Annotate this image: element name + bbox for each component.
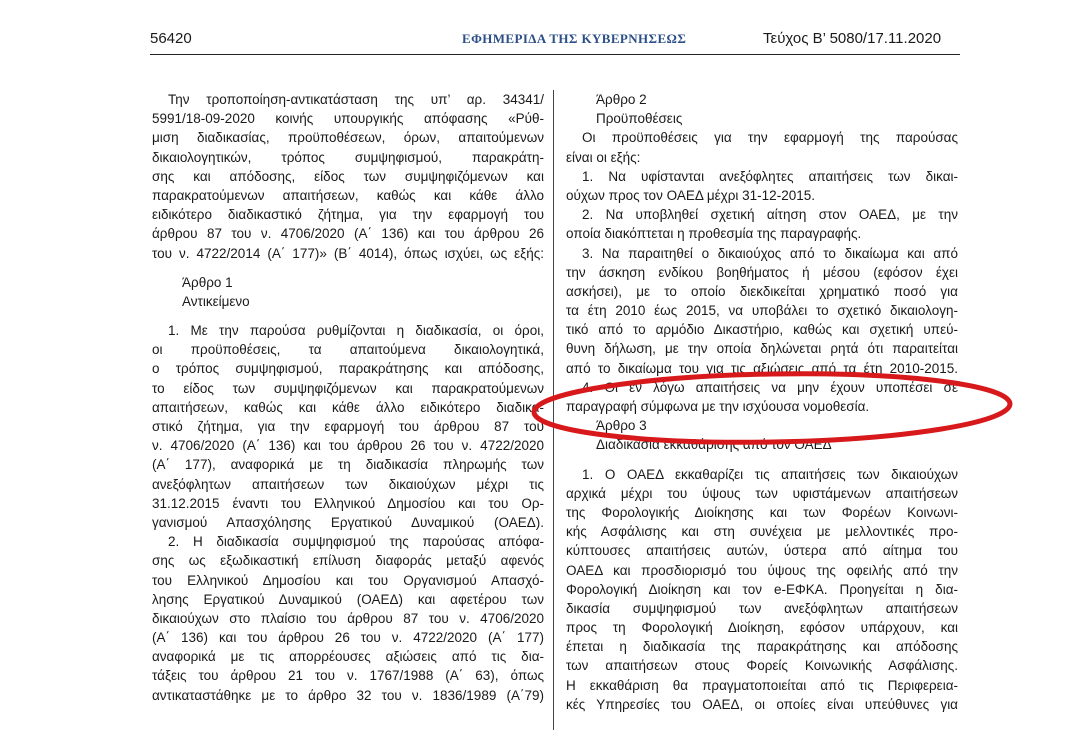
text-line: 3. Να παραιτηθεί ο δικαιούχος από το δικαίωμα και από — [582, 245, 958, 261]
article-1-paragraph-2 — [152, 532, 544, 705]
text-line: κής Ασφάλισης και στη συνέχεια με μελλοντικές προ- — [566, 524, 958, 540]
text-line: απαιτήσεων, καθώς και κάθε άλλο ειδικότερο διαδικα- — [152, 399, 544, 415]
header-rule — [150, 54, 960, 55]
text-line: του Ελληνικού Δημοσίου και του Οργανισμού Απασχό- — [152, 572, 544, 588]
text-line: ν. 4706/2020 (Α΄ 136) και του άρθρου 26 του ν. 4722/2020 — [152, 438, 544, 454]
text-line: του ν. 4722/2014 (Α΄ 177)» (Β΄ 4014), όπως ισχύει, ως εξής: — [152, 245, 544, 261]
article-1-paragraph-1 — [152, 321, 544, 532]
text-line: γανισμού Απασχόλησης Εργατικού Δυναμικού (ΟΑΕΔ). — [152, 514, 544, 530]
text-line: 1. Ο ΟΑΕΔ εκκαθαρίζει τις απαιτήσεις των δικαιούχων — [582, 466, 958, 482]
text-line: (Α΄ 177), αναφορικά με τη διαδικασία πληρωμής των — [152, 457, 544, 473]
text-line: παραγραφή σύμφωνα με την ισχύουσα νομοθεσία. — [566, 399, 870, 414]
text-line: ο τρόπος συμψηφισμού, παρακράτησης και απόδοσης, — [152, 361, 544, 377]
text-line: 2. Να υποβληθεί σχετική αίτηση στον ΟΑΕΔ, με την — [582, 207, 958, 223]
condition-3 — [566, 244, 958, 378]
text-line: στικό ζήτημα, για την εφαρμογή του άρθρου 87 του — [152, 419, 544, 434]
article-2-subtitle: Προϋποθέσεις — [596, 111, 683, 127]
text-line: 1. Να υφίστανται ανεξόφλητες απαιτήσεις των δικαι- — [582, 168, 958, 184]
article-3-subtitle: Διαδικασία εκκαθάρισης από τον ΟΑΕΔ — [596, 437, 832, 453]
text-line: άρθρου 87 του ν. 4706/2020 (Α΄ 136) και του άρθρου 26 — [152, 226, 544, 242]
issue-number: Τεύχος Β’ 5080/17.11.2020 — [763, 30, 942, 47]
condition-2 — [566, 205, 958, 243]
text-line: τάξεις του άρθρου 21 του ν. 1767/1988 (Α΄ 63), όπως — [152, 668, 544, 684]
intro-paragraph — [152, 90, 544, 263]
text-line: Φορολογική Διοίκηση και τον e-ΕΦΚΑ. Προηγείται η δια- — [566, 581, 958, 597]
text-line: των απαιτήσεων στους Φορείς Κοινωνικής Ασφάλισης. — [566, 658, 958, 674]
text-line: ανεξόφλητων απαιτήσεων των δικαιούχων μέχρι τις — [152, 476, 544, 492]
text-line: σης ως εξωδικαστική επίλυση διαφοράς μεταξύ αφενός — [152, 553, 544, 569]
article-1-subtitle: Αντικείμενο — [182, 293, 250, 309]
text-line: σης και απόδοσης, είδος των συμψηφιζόμενων και — [152, 168, 544, 184]
text-line: μιση διαδικασίας, προϋποθέσεων, όρων, απαιτούμενων — [152, 130, 544, 146]
page-header — [0, 30, 1070, 50]
text-line: 2. Η διαδικασία συμψηφισμού της παρούσας απόφα- — [168, 534, 544, 550]
article-1-title: Άρθρο 1 — [182, 274, 233, 290]
text-line: δικαιολογητικών, τρόπος συμψηφισμού, παρακράτη- — [152, 149, 544, 165]
text-line: δικαιούχων στο πλαίσιο του άρθρου 87 του ν. 4706/2020 — [152, 610, 544, 626]
column-divider — [553, 90, 554, 730]
text-line: δικασία συμψηφισμού των ανεξόφλητων απαιτήσεων — [566, 600, 958, 616]
text-line: της Φορολογικής Διοίκησης και των Φορέων Κοινωνι- — [566, 504, 958, 520]
text-line: το είδος των συμψηφιζόμενων και παρακρατούμενων — [152, 380, 544, 396]
text-line: αναφορικά με τις απορρέουσες αξιώσεις από τις δια- — [152, 649, 544, 665]
text-line: προς τη Φορολογική Διοίκηση, εφόσον υπάρχουν, και — [566, 620, 958, 636]
text-line: τικό από το αρμόδιο Δικαστήριο, καθώς και σχετική υπεύ- — [566, 322, 958, 338]
text-line: κύπτουσες απαιτήσεις αυτών, ύστερα από αίτημα του — [566, 543, 958, 559]
text-line: λησης Εργατικού Δυναμικού (ΟΑΕΔ) και αφετέρου των — [152, 591, 544, 607]
text-line: 31.12.2015 έναντι του Ελληνικού Δημοσίου και του Ορ- — [152, 495, 544, 511]
left-column — [152, 90, 544, 705]
text-line: Η εκκαθάριση θα πραγματοποιείται από τις Περιφερεια- — [566, 677, 958, 693]
text-line: Οι προϋποθέσεις για την εφαρμογή της παρούσας — [582, 130, 958, 146]
text-line: 5991/18-09-2020 κοινής υπουργικής απόφασης «Ρύθ- — [152, 111, 544, 127]
gazette-title: ΕΦΗΜΕΡΙΔΑ ΤΗΣ ΚΥΒΕΡΝΗΣΕΩΣ — [462, 31, 687, 46]
text-line: (Α΄ 136) και του άρθρου 26 του ν. 4722/2020 (Α΄ 177) — [152, 630, 544, 646]
text-line: ούχων προς τον ΟΑΕΔ μέχρι 31-12-2015. — [566, 187, 815, 203]
text-line: παρακρατούμενων απαιτήσεων, καθώς και κάθε άλλο — [152, 187, 544, 203]
text-line: 1. Με την παρούσα ρυθμίζονται η διαδικασία, οι όροι, — [168, 323, 544, 339]
text-line: κές Υπηρεσίες του ΟΑΕΔ, οι οποίες είναι υπεύθυνες για — [566, 696, 958, 712]
condition-1 — [566, 167, 958, 205]
text-line: θυνη δήλωση, με την οποία δηλώνεται ρητά ότι παραιτείται — [566, 341, 958, 357]
text-line: Την τροποποίηση-αντικατάσταση της υπ’ αρ. 34341/ — [168, 92, 544, 107]
text-line: αντικαταστάθηκε με το άρθρο 32 του ν. 1836/1989 (Α΄79) — [152, 687, 544, 703]
text-line: οποία διακόπτεται η προθεσμία της παραγραφής. — [566, 226, 862, 242]
condition-4-highlighted — [566, 378, 958, 416]
page-number: 56420 — [150, 30, 192, 47]
text-line: 4. Οι εν λόγω απαιτήσεις να μην έχουν υποπέσει σε — [582, 379, 958, 395]
text-line: ΟΑΕΔ και προσδιορισμό του ύψους της οφειλής από την — [566, 562, 958, 578]
text-line: οι προϋποθέσεις, τα απαιτούμενα δικαιολογητικά, — [152, 342, 544, 358]
text-line: αρχικά μέχρι του ύψους των υφιστάμενων απαιτήσεων — [566, 485, 958, 501]
article-2-intro — [566, 128, 958, 166]
right-column — [566, 90, 958, 714]
text-line: την άσκηση ενδίκου βοηθήματος ή μέσου (εφόσον έχει — [566, 264, 958, 280]
text-line: ειδικότερο διαδικαστικό ζήτημα, για την εφαρμογή του — [152, 207, 544, 223]
article-2-title: Άρθρο 2 — [596, 92, 647, 107]
text-line: τα έτη 2010 έως 2015, να υποβάλει το σχετικό δικαιολογη- — [566, 303, 958, 319]
text-line: ασκήσει), με το οποίο διεκδικείται χρηματικό ποσό για — [566, 283, 958, 299]
text-line: από το δικαίωμα του για τις αξιώσεις από τα έτη 2010-2015. — [566, 360, 958, 376]
article-3-paragraph-1 — [566, 465, 958, 714]
text-line: έπεται η διαδικασία της παρακράτησης και απόδοσης — [566, 639, 958, 655]
text-line: είναι οι εξής: — [566, 149, 641, 165]
article-3-title: Άρθρο 3 — [596, 418, 647, 434]
